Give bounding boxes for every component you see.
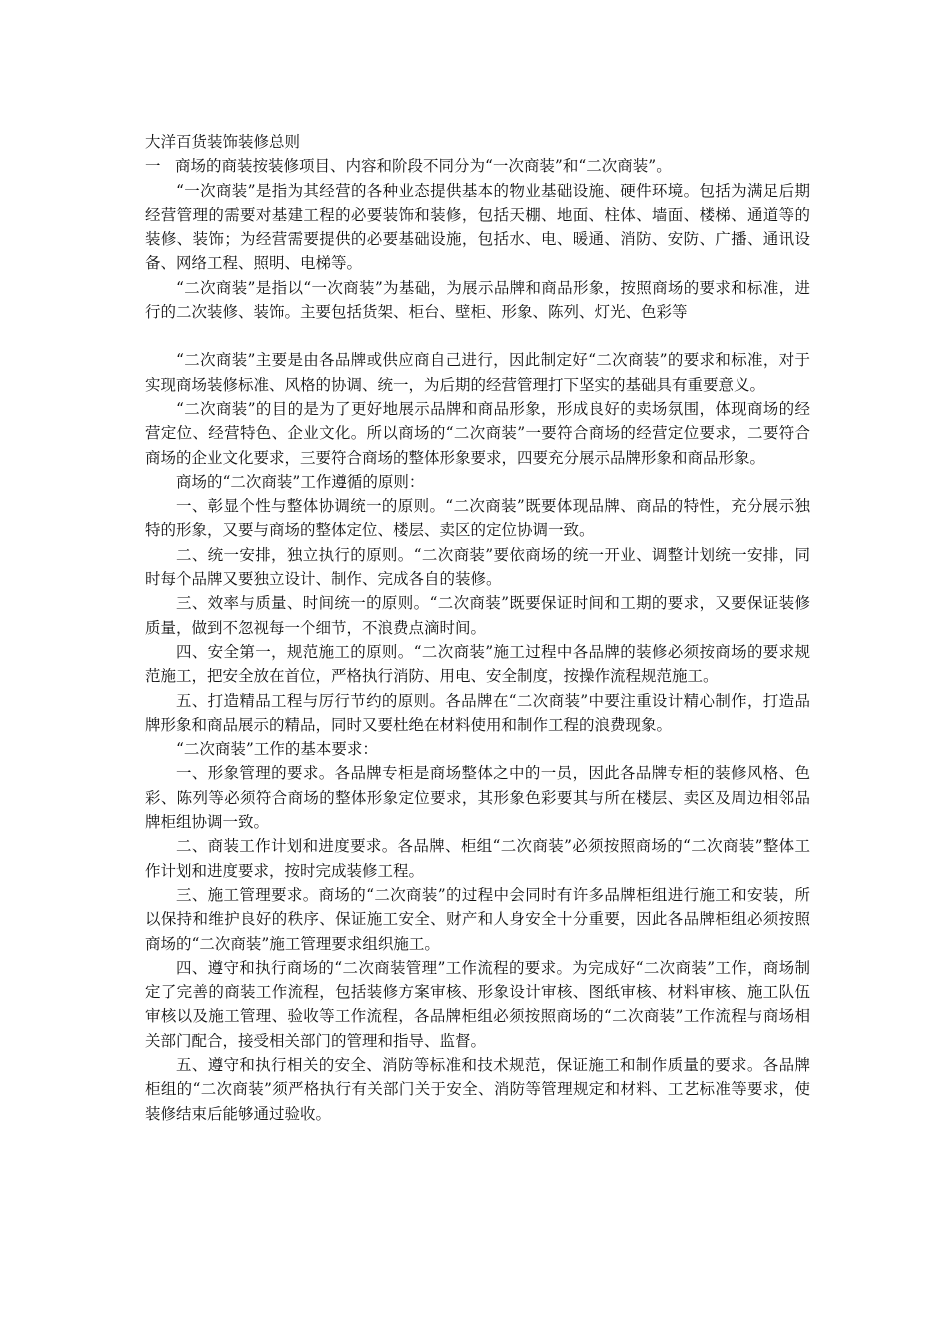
document-title: 大洋百货装饰装修总则 [145,133,301,151]
body-paragraph: “二次商装”的目的是为了更好地展示品牌和商品形象，形成良好的卖场氛围，体现商场的经营定位、经营特色、企业文化。所以商场的“二次商装”一要符合商场的经营定位要求，二要符合商场的企业文化要求，三要符合商场的整体形象要求，四要充分展示品牌形象和商品形象。 [145,399,810,467]
paragraph-gap [145,324,810,348]
body-paragraph: 四、安全第一，规范施工的原则。“二次商装”施工过程中各品牌的装修必须按商场的要求规范施工，把安全放在首位，严格执行消防、用电、安全制度，按操作流程规范施工。 [145,642,810,686]
body-paragraph: 三、效率与质量、时间统一的原则。“二次商装”既要保证时间和工期的要求，又要保证装修质量，做到不忽视每一个细节，不浪费点滴时间。 [145,594,810,637]
body-paragraph: 五、遵守和执行相关的安全、消防等标准和技术规范，保证施工和制作质量的要求。各品牌柜组的“二次商装”须严格执行有关部门关于安全、消防等管理规定和材料、工艺标准等要求，使装修结束后能够通过验收。 [145,1055,810,1123]
body-paragraph: “二次商装”工作的基本要求： [176,740,378,759]
body-paragraph: 一、彰显个性与整体协调统一的原则。“二次商装”既要体现品牌、商品的特性，充分展示独特的形象，又要与商场的整体定位、楼层、卖区的定位协调一致。 [145,497,810,540]
section-text: 商场的商装按装修项目、内容和阶段不同分为“一次商装”和“二次商装”。 [175,157,672,176]
body-paragraph: “一次商装”是指为其经营的各种业态提供基本的物业基础设施、硬件环境。包括为满足后期经营管理的需要对基建工程的必要装饰和装修，包括天棚、地面、柱体、墙面、楼梯、通道等的装修、装饰；为经营需要提供的必要基础设施，包括水、电、暖通、消防、安防、广播、通讯设备、网络工程、照明、电梯等。 [145,181,810,273]
body-paragraph: 二、统一安排，独立执行的原则。“二次商装”要依商场的统一开业、调整计划统一安排，同时每个品牌又要独立设计、制作、完成各自的装修。 [145,545,810,589]
body-paragraph: “二次商装”主要是由各品牌或供应商自己进行，因此制定好“二次商装”的要求和标准，对于实现商场装修标准、风格的协调、统一，为后期的经营管理打下坚实的基础具有重要意义。 [145,351,810,394]
body-paragraph: 商场的“二次商装”工作遵循的原则： [176,472,425,491]
body-paragraph: “二次商装”是指以“一次商装”为基础，为展示品牌和商品形象，按照商场的要求和标准，进行的二次装修、装饰。主要包括货架、柜台、壁柜、形象、陈列、灯光、色彩等 [145,278,810,322]
section-heading [145,154,810,178]
body-paragraph: 四、遵守和执行商场的“二次商装管理”工作流程的要求。为完成好“二次商装”工作，商场制定了完善的商装工作流程，包括装修方案审核、形象设计审核、图纸审核、材料审核、施工队伍审核以及施工管理、验收等工作流程，各品牌柜组必须按照商场的“二次商装”工作流程与商场相关部门配合，接受相关部门的管理和指导、监督。 [145,958,810,1050]
body-paragraph: 二、商装工作计划和进度要求。各品牌、柜组“二次商装”必须按照商场的“二次商装”整体工作计划和进度要求，按时完成装修工程。 [145,837,810,880]
body-paragraph: 三、施工管理要求。商场的“二次商装”的过程中会同时有许多品牌柜组进行施工和安装，所以保持和维护良好的秩序、保证施工安全、财产和人身安全十分重要，因此各品牌柜组必须按照商场的“二次商装”施工管理要求组织施工。 [145,885,810,953]
document-page [145,130,810,1126]
paragraph-group-b [145,348,810,1126]
paragraph-group-a [145,179,810,325]
body-paragraph: 一、形象管理的要求。各品牌专柜是商场整体之中的一员，因此各品牌专柜的装修风格、色彩、陈列等必须符合商场的整体形象定位要求，其形象色彩要其与所在楼层、卖区及周边相邻品牌柜组协调一致。 [145,764,810,832]
body-paragraph: 五、打造精品工程与厉行节约的原则。各品牌在“二次商装”中要注重设计精心制作，打造品牌形象和商品展示的精品，同时又要杜绝在材料使用和制作工程的浪费现象。 [145,691,810,734]
section-number: 一 [145,157,161,176]
